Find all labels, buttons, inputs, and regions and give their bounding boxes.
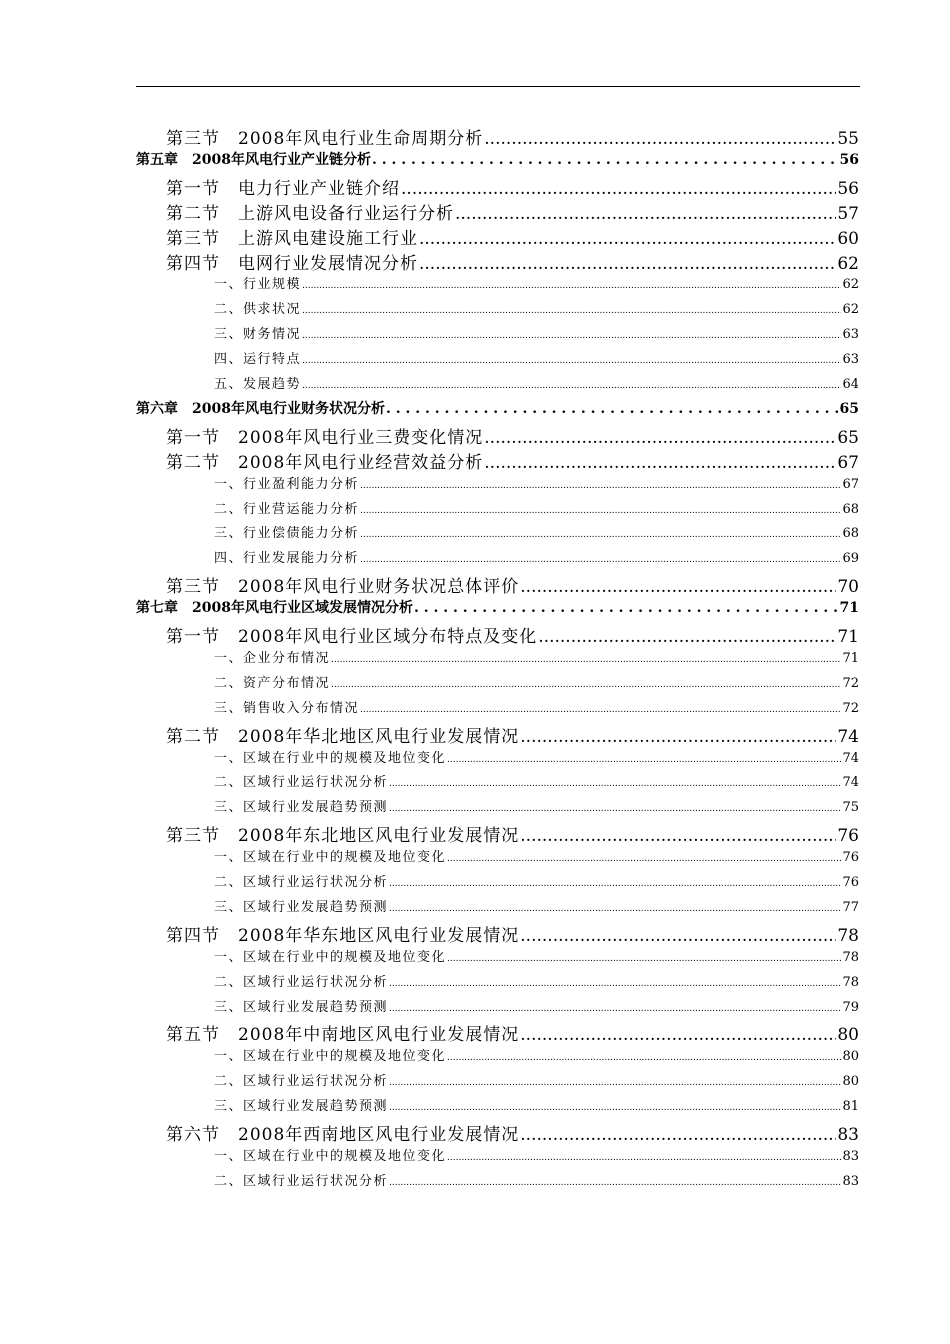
dot-leader [484, 453, 836, 471]
toc-item[interactable] [214, 1070, 859, 1089]
toc-item[interactable] [214, 896, 859, 915]
toc-entry-label: 二、区域行业运行状况分析 [214, 974, 389, 990]
dot-leader [484, 129, 836, 147]
toc-page-number: 71 [837, 627, 859, 647]
toc-entry-label: 一、区域在行业中的规模及地位变化 [214, 750, 447, 766]
toc-page-number: 64 [842, 377, 859, 392]
toc-entry-label: 三、行业偿债能力分析 [214, 526, 360, 542]
toc-entry-label: 一、企业分布情况 [214, 650, 331, 666]
dot-leader [302, 352, 841, 366]
toc-entry-label: 第六节 2008年西南地区风电行业发展情况 [166, 1125, 520, 1145]
toc-item[interactable] [214, 547, 859, 566]
toc-page-number: 80 [842, 1049, 859, 1065]
toc-entry-label: 三、区域行业发展趋势预测 [214, 800, 389, 816]
dot-leader [419, 254, 836, 272]
dot-leader [302, 302, 841, 316]
dot-leader [389, 775, 841, 789]
toc-page-number: 67 [837, 452, 859, 473]
toc-page-number: 83 [842, 1173, 859, 1189]
toc-section[interactable] [166, 124, 859, 149]
toc-item[interactable] [214, 373, 859, 392]
toc-entry-label: 四、运行特点 [214, 352, 302, 368]
toc-page-number: 63 [842, 352, 859, 368]
toc-page-number: 65 [839, 400, 859, 417]
toc-section[interactable] [166, 572, 859, 597]
dot-leader [520, 1125, 836, 1143]
toc-page-number: 62 [837, 253, 859, 274]
toc-page-number: 76 [842, 850, 859, 866]
dot-leader [484, 428, 836, 446]
toc-entry-label: 一、区域在行业中的规模及地位变化 [214, 1148, 447, 1164]
toc-entry-label: 第一节 2008年风电行业三费变化情况 [166, 427, 484, 448]
dot-leader [520, 727, 836, 745]
toc-page-number: 76 [842, 875, 859, 890]
toc-entry-label: 第七章 2008年风电行业区域发展情况分析 [136, 600, 413, 617]
toc-entry-label: 二、行业营运能力分析 [214, 501, 360, 517]
dot-leader [302, 377, 841, 391]
toc-page-number: 74 [842, 775, 859, 791]
dot-leader [360, 477, 841, 491]
toc-entry-label: 第一节 电力行业产业链介绍 [166, 178, 400, 199]
toc-chapter[interactable] [136, 597, 859, 617]
toc-page-number: 56 [837, 178, 859, 199]
toc-item[interactable] [214, 796, 859, 815]
toc-entry-label: 三、销售收入分布情况 [214, 700, 360, 716]
toc-item[interactable] [214, 771, 859, 790]
header-rule [136, 86, 860, 87]
toc-item[interactable] [214, 473, 859, 492]
dot-leader [419, 229, 836, 247]
toc-entry-label: 第二节 2008年风电行业经营效益分析 [166, 452, 484, 473]
dot-leader [447, 1049, 841, 1063]
toc-section[interactable] [166, 622, 859, 647]
dot-leader [538, 627, 836, 645]
toc-item[interactable] [214, 996, 859, 1015]
toc-section[interactable] [166, 921, 859, 946]
toc-entry-label: 三、区域行业发展趋势预测 [214, 899, 389, 915]
dot-leader [520, 577, 836, 595]
toc-entry-label: 第六章 2008年风电行业财务状况分析 [136, 400, 385, 417]
toc-page-number: 76 [837, 826, 859, 847]
toc-page-number: 81 [842, 1099, 859, 1115]
toc-page-number: 80 [842, 1074, 859, 1090]
toc-entry-label: 一、行业规模 [214, 277, 302, 293]
dot-leader [447, 850, 841, 864]
toc-entry-label: 第三节 2008年东北地区风电行业发展情况 [166, 826, 520, 847]
toc-page-number: 68 [842, 526, 859, 542]
toc-section[interactable] [166, 174, 859, 199]
toc-section[interactable] [166, 249, 859, 274]
toc-section[interactable] [166, 448, 859, 473]
toc-entry-label: 三、财务情况 [214, 327, 302, 343]
dot-leader [389, 1099, 841, 1113]
toc-page-number: 77 [842, 899, 859, 915]
toc-item[interactable] [214, 323, 859, 342]
toc-item[interactable] [214, 1045, 859, 1064]
toc-chapter[interactable] [136, 398, 859, 418]
toc-item[interactable] [214, 1095, 859, 1114]
toc-page-number: 83 [837, 1125, 859, 1145]
toc-entry-label: 二、区域行业运行状况分析 [214, 775, 389, 791]
toc-entry-label: 一、区域在行业中的规模及地位变化 [214, 949, 447, 965]
dot-leader [302, 327, 841, 341]
dot-leader [447, 950, 841, 964]
toc-page-number: 56 [839, 151, 859, 168]
dot-leader [389, 875, 841, 889]
dot-leader [372, 152, 839, 167]
toc-entry-label: 第五节 2008年中南地区风电行业发展情况 [166, 1025, 520, 1046]
toc-entry-label: 第四节 电网行业发展情况分析 [166, 253, 418, 274]
toc-section[interactable] [166, 821, 859, 846]
toc-page-number: 60 [837, 228, 859, 249]
toc-page-number: 74 [842, 750, 859, 766]
dot-leader [302, 277, 841, 291]
dot-leader [331, 676, 841, 690]
toc-entry-label: 第二节 2008年华北地区风电行业发展情况 [166, 726, 520, 747]
toc-page-number: 78 [837, 925, 859, 946]
toc-section[interactable] [166, 1020, 859, 1045]
toc-entry-label: 二、区域行业运行状况分析 [214, 1173, 389, 1189]
toc-page-number: 62 [842, 277, 859, 293]
toc-page-number: 72 [842, 675, 859, 691]
toc-page-number: 71 [842, 650, 859, 666]
dot-leader [360, 502, 841, 516]
toc-item[interactable] [214, 1170, 859, 1189]
toc-page-number: 75 [842, 800, 859, 816]
toc-entry-label: 第五章 2008年风电行业产业链分析 [136, 151, 371, 168]
toc-entry-label: 二、区域行业运行状况分析 [214, 1074, 389, 1090]
toc-item[interactable] [214, 298, 859, 317]
toc-page-number: 83 [842, 1148, 859, 1164]
toc-entry-label: 三、区域行业发展趋势预测 [214, 1099, 389, 1115]
toc-page-number: 68 [842, 501, 859, 517]
dot-leader [389, 900, 841, 914]
toc-page-number: 71 [839, 600, 859, 617]
toc-item[interactable] [214, 747, 859, 766]
dot-leader [389, 800, 841, 814]
dot-leader [386, 401, 839, 416]
toc-item[interactable] [214, 871, 859, 890]
toc-page-number: 74 [837, 726, 859, 747]
toc-section[interactable] [166, 1120, 859, 1145]
toc-page-number: 78 [842, 974, 859, 990]
toc-item[interactable] [214, 846, 859, 865]
dot-leader [447, 751, 841, 765]
dot-leader [389, 1074, 841, 1088]
toc-entry-label: 一、区域在行业中的规模及地位变化 [214, 850, 447, 866]
dot-leader [520, 826, 836, 844]
toc-entry-label: 第三节 上游风电建设施工行业 [166, 228, 418, 249]
toc-page-number: 57 [837, 203, 859, 224]
dot-leader [414, 600, 839, 615]
toc-page-number: 78 [842, 949, 859, 965]
toc-page-number: 65 [837, 427, 859, 448]
toc-entry-label: 二、供求状况 [214, 302, 302, 318]
toc-page-number: 55 [837, 129, 859, 149]
toc-page-number: 70 [837, 577, 859, 598]
dot-leader [360, 551, 841, 565]
toc-item[interactable] [214, 348, 859, 367]
toc-entry-label: 第三节 2008年风电行业财务状况总体评价 [166, 577, 520, 598]
toc-page-number: 62 [842, 302, 859, 318]
toc-entry-label: 第四节 2008年华东地区风电行业发展情况 [166, 925, 520, 946]
toc-entry-label: 三、区域行业发展趋势预测 [214, 999, 389, 1015]
toc-entry-label: 一、区域在行业中的规模及地位变化 [214, 1049, 447, 1065]
toc-page-number: 79 [842, 999, 859, 1015]
dot-leader [520, 1025, 836, 1043]
toc-page-number: 69 [842, 551, 859, 567]
dot-leader [389, 975, 841, 989]
toc-item[interactable] [214, 971, 859, 990]
dot-leader [389, 1000, 841, 1014]
dot-leader [447, 1149, 841, 1163]
toc-item[interactable] [214, 522, 859, 541]
toc-entry-label: 第三节 2008年风电行业生命周期分析 [166, 129, 484, 149]
dot-leader [360, 701, 841, 715]
dot-leader [401, 179, 836, 197]
dot-leader [331, 651, 841, 665]
toc-section[interactable] [166, 199, 859, 224]
toc-item[interactable] [214, 498, 859, 517]
toc-item[interactable] [214, 273, 859, 292]
toc-page-number: 72 [842, 700, 859, 716]
dot-leader [520, 926, 836, 944]
toc-item[interactable] [214, 697, 859, 716]
toc-item[interactable] [214, 1145, 859, 1164]
dot-leader [455, 204, 836, 222]
toc-chapter[interactable] [136, 149, 859, 169]
toc-item[interactable] [214, 946, 859, 965]
toc-section[interactable] [166, 224, 859, 249]
toc-page-number: 80 [837, 1025, 859, 1046]
toc-page-number: 63 [842, 327, 859, 343]
toc-section[interactable] [166, 722, 859, 747]
toc-page-number: 67 [842, 476, 859, 492]
toc-entry-label: 二、资产分布情况 [214, 675, 331, 691]
toc-item[interactable] [214, 672, 859, 691]
toc-entry-label: 一、行业盈利能力分析 [214, 476, 360, 492]
toc-entry-label: 二、区域行业运行状况分析 [214, 875, 389, 890]
toc-item[interactable] [214, 647, 859, 666]
toc-entry-label: 五、发展趋势 [214, 377, 302, 392]
toc-entry-label: 第一节 2008年风电行业区域分布特点及变化 [166, 627, 538, 647]
dot-leader [360, 526, 841, 540]
dot-leader [389, 1174, 841, 1188]
toc-entry-label: 第二节 上游风电设备行业运行分析 [166, 203, 454, 224]
toc-section[interactable] [166, 423, 859, 448]
toc-entry-label: 四、行业发展能力分析 [214, 551, 360, 567]
